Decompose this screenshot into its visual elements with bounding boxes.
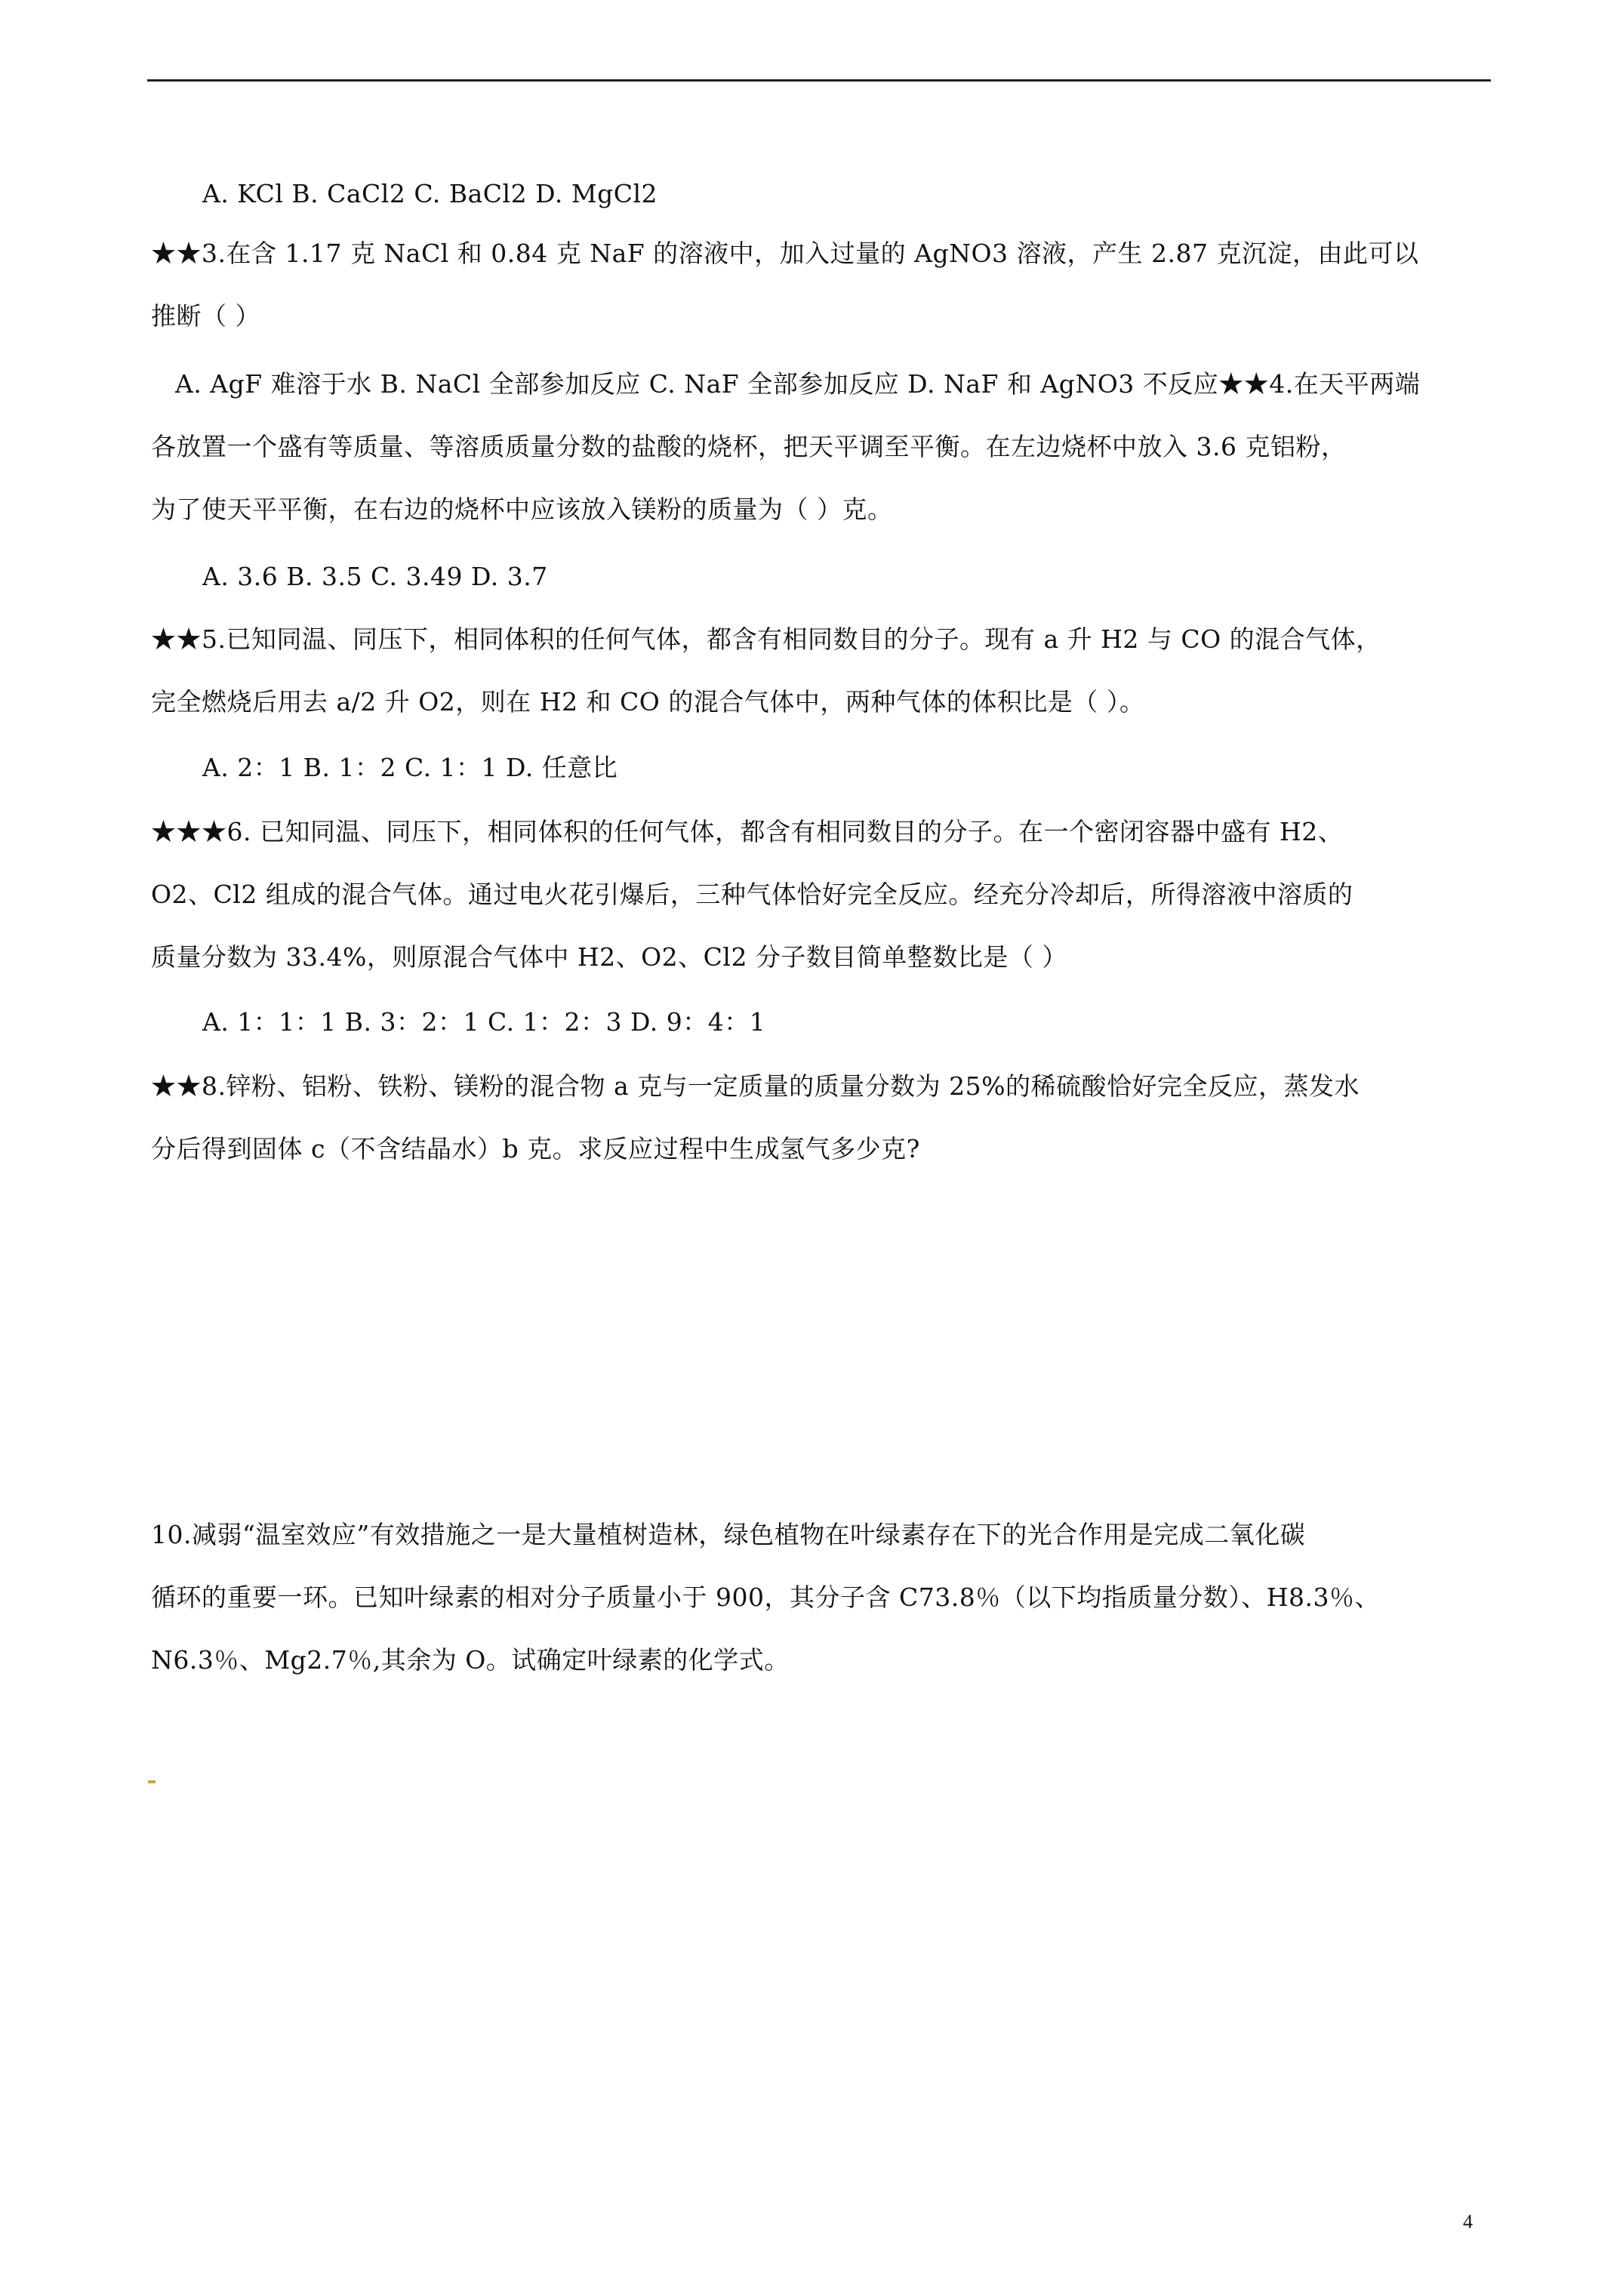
- q2-options: A. KCl B. CaCl2 C. BaCl2 D. MgCl2: [202, 179, 658, 208]
- q3-text-line-1: ★★3.在含 1.17 克 NaCl 和 0.84 克 NaF 的溶液中，加入过量的 AgNO3 溶液，产生 2.87 克沉淀，由此可以: [151, 239, 1419, 268]
- q8-text-line-2: 分后得到固体 c（不含结晶水）b 克。求反应过程中生成氢气多少克?: [151, 1134, 920, 1163]
- q5-options: A. 2：1 B. 1：2 C. 1：1 D. 任意比: [202, 753, 618, 782]
- q4-text-line-2: 为了使天平平衡，在右边的烧杯中应该放入镁粉的质量为（ ）克。: [151, 495, 893, 524]
- q4-text-line-1: 各放置一个盛有等质量、等溶质质量分数的盐酸的烧杯，把天平调至平衡。在左边烧杯中放入 3.6 克铝粉，: [151, 432, 1347, 461]
- q10-text-line-1: 10.减弱“温室效应”有效措施之一是大量植树造林，绿色植物在叶绿素存在下的光合作用是完成二氧化碳: [151, 1520, 1306, 1549]
- header-rule: [147, 79, 1491, 82]
- q10-text-line-2: 循环的重要一环。已知叶绿素的相对分子质量小于 900，其分子含 C73.8％（以下均指质量分数）、H8.3％、: [151, 1583, 1380, 1612]
- q3-text-line-2: 推断（ ）: [151, 301, 260, 331]
- page-number: 4: [1463, 2211, 1473, 2233]
- q6-text-line-1: ★★★6. 已知同温、同压下，相同体积的任何气体，都含有相同数目的分子。在一个密闭容器中盛有 H2、: [151, 817, 1344, 846]
- ink-speck: [148, 1780, 156, 1783]
- q6-options: A. 1：1：1 B. 3：2：1 C. 1：2：3 D. 9：4：1: [202, 1007, 766, 1037]
- q5-text-line-2: 完全燃烧后用去 a/2 升 O2，则在 H2 和 CO 的混合气体中，两种气体的体积比是（ ）。: [151, 687, 1145, 717]
- q8-text-line-1: ★★8.锌粉、铝粉、铁粉、镁粉的混合物 a 克与一定质量的质量分数为 25%的稀硫酸恰好完全反应，蒸发水: [151, 1071, 1360, 1101]
- q6-text-line-2: O2、Cl2 组成的混合气体。通过电火花引爆后，三种气体恰好完全反应。经充分冷却后，所得溶液中溶质的: [151, 880, 1354, 909]
- q10-text-line-3: N6.3％、Mg2.7％,其余为 O。试确定叶绿素的化学式。: [151, 1645, 790, 1675]
- q3-options-q4-start: A. AgF 难溶于水 B. NaCl 全部参加反应 C. NaF 全部参加反应 D. NaF 和 AgNO3 不反应★★4.在天平两端: [175, 369, 1421, 399]
- q6-text-line-3: 质量分数为 33.4%，则原混合气体中 H2、O2、Cl2 分子数目简单整数比是（ ）: [151, 942, 1067, 972]
- q5-text-line-1: ★★5.已知同温、同压下，相同体积的任何气体，都含有相同数目的分子。现有 a 升 H2 与 CO 的混合气体，: [151, 624, 1381, 654]
- q4-options: A. 3.6 B. 3.5 C. 3.49 D. 3.7: [202, 562, 548, 591]
